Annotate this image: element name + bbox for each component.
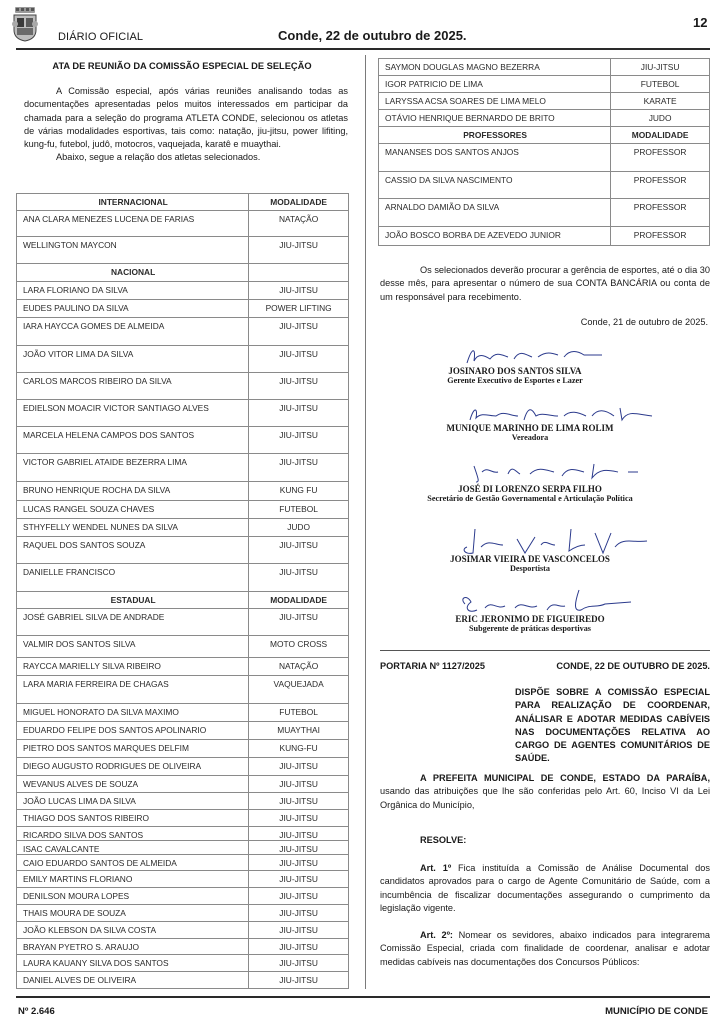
- athlete-name: CASSIO DA SILVA NASCIMENTO: [379, 172, 611, 199]
- header-rule: [16, 48, 710, 50]
- athletes-table-left: [16, 193, 349, 989]
- table-row: [379, 93, 710, 110]
- modality: VAQUEJADA: [249, 676, 349, 704]
- signatory-name: JOSIMAR VIEIRA DE VASCONCELOS: [450, 554, 610, 564]
- athlete-name: THIAGO DOS SANTOS RIBEIRO: [17, 810, 249, 827]
- athlete-name: DIEGO AUGUSTO RODRIGUES DE OLIVEIRA: [17, 758, 249, 776]
- modality: POWER LIFTING: [249, 300, 349, 318]
- athlete-name: ISAC CAVALCANTE: [17, 841, 249, 855]
- modality: JIU-JITSU: [249, 939, 349, 955]
- page-header: [0, 0, 724, 50]
- athlete-name: LAURA KAUANY SILVA DOS SANTOS: [17, 955, 249, 972]
- modality: JIU-JITSU: [249, 346, 349, 373]
- athlete-name: PIETRO DOS SANTOS MARQUES DELFIM: [17, 740, 249, 758]
- athlete-name: IARA HAYCCA GOMES DE ALMEIDA: [17, 318, 249, 346]
- modality: JIU-JITSU: [249, 537, 349, 564]
- athlete-name: ARNALDO DAMIÃO DA SILVA: [379, 199, 611, 227]
- athlete-name: JOÃO BOSCO BORBA DE AZEVEDO JUNIOR: [379, 227, 611, 246]
- table-row: [17, 810, 349, 827]
- table-row: [17, 537, 349, 564]
- signature-block-2: [420, 423, 640, 442]
- table-row: [17, 855, 349, 871]
- signature-scrawl-1: [462, 345, 612, 367]
- table-row: [17, 346, 349, 373]
- modality: FUTEBOL: [249, 501, 349, 519]
- table-row: [17, 905, 349, 922]
- modality: FUTEBOL: [249, 704, 349, 722]
- athlete-name: DANIEL ALVES DE OLIVEIRA: [17, 972, 249, 989]
- table-row: [17, 888, 349, 905]
- modality: JIU-JITSU: [249, 871, 349, 888]
- table-row: [17, 400, 349, 427]
- athlete-name: RICARDO SILVA DOS SANTOS: [17, 827, 249, 841]
- table-row: [17, 519, 349, 537]
- modality: JIU-JITSU: [611, 59, 710, 76]
- table-row: [17, 300, 349, 318]
- athlete-name: BRAYAN PYETRO S. ARAUJO: [17, 939, 249, 955]
- closing-paragraph: [380, 264, 710, 304]
- coat-of-arms-icon: [12, 6, 38, 42]
- athlete-name: LUCAS RANGEL SOUZA CHAVES: [17, 501, 249, 519]
- modality: PROFESSOR: [611, 144, 710, 172]
- modality: JIU-JITSU: [249, 855, 349, 871]
- signatory-role: Desportista: [509, 564, 551, 573]
- modality: KUNG FU: [249, 482, 349, 501]
- modality: JIU-JITSU: [249, 810, 349, 827]
- athlete-name: JOSÉ GABRIEL SILVA DE ANDRADE: [17, 609, 249, 636]
- athlete-name: RAYCCA MARIELLY SILVA RIBEIRO: [17, 658, 249, 676]
- table-row: [17, 922, 349, 939]
- athlete-name: JOÃO VITOR LIMA DA SILVA: [17, 346, 249, 373]
- table-row: [17, 793, 349, 810]
- table-row: [17, 740, 349, 758]
- modality: JIU-JITSU: [249, 841, 349, 855]
- athlete-name: EMILY MARTINS FLORIANO: [17, 871, 249, 888]
- edition-number: Nº 2.646: [18, 1006, 55, 1017]
- table-row: [17, 722, 349, 740]
- portaria-art2: [380, 929, 710, 969]
- athlete-name: VICTOR GABRIEL ATAIDE BEZERRA LIMA: [17, 454, 249, 482]
- athlete-name: JOÃO LUCAS LIMA DA SILVA: [17, 793, 249, 810]
- modality: JIU-JITSU: [249, 758, 349, 776]
- table-section-header: [17, 592, 349, 609]
- athlete-name: MANANSES DOS SANTOS ANJOS: [379, 144, 611, 172]
- portaria-ementa: DISPÕE SOBRE A COMISSÃO ESPECIAL PARA REALIZAÇÃO DE COORDENAR, ANÁLISAR E ADOTAR MEDIDAS CABÍVEIS NAS DOCUMENTAÇÕES RELATIVA AO CARGO DE AGENTES COMUNITÁRIOS DE SAÚDE.: [515, 687, 710, 764]
- signatory-role: Subgerente de práticas desportivas: [469, 624, 591, 633]
- ata-section: [16, 55, 348, 165]
- modality: PROFESSOR: [611, 172, 710, 199]
- modality: JUDO: [611, 110, 710, 127]
- modality: JIU-JITSU: [249, 609, 349, 636]
- modality: JIU-JITSU: [249, 454, 349, 482]
- table-row: [379, 227, 710, 246]
- table-row: [17, 454, 349, 482]
- ata-intro: [16, 85, 348, 151]
- table-section-header: [17, 264, 349, 282]
- preamble-authority: A PREFEITA MUNICIPAL DE CONDE, ESTADO DA PARAÍBA,: [420, 773, 710, 783]
- athlete-name: LARA FLORIANO DA SILVA: [17, 282, 249, 300]
- table-row: [17, 609, 349, 636]
- art1-text: Fica instituída a Comissão de Análise Documental dos candidatos aprovados para o cargo de Agente Comunitário de Saúde, com a incumbência de fiscalizar documentações assegurando o cumprimento da legislação vigente.: [380, 863, 710, 913]
- athlete-name: EDIELSON MOACIR VICTOR SANTIAGO ALVES: [17, 400, 249, 427]
- athlete-name: IGOR PATRICIO DE LIMA: [379, 76, 611, 93]
- athlete-name: EDUARDO FELIPE DOS SANTOS APOLINARIO: [17, 722, 249, 740]
- athlete-name: CAIO EDUARDO SANTOS DE ALMEIDA: [17, 855, 249, 871]
- portaria-preamble: [380, 772, 710, 812]
- athlete-name: EUDES PAULINO DA SILVA: [17, 300, 249, 318]
- table-row: [379, 144, 710, 172]
- table-row: [379, 59, 710, 76]
- column-header-modalidade: MODALIDADE: [249, 194, 349, 211]
- athlete-name: DANIELLE FRANCISCO: [17, 564, 249, 592]
- table-row: [17, 318, 349, 346]
- athlete-name: WEVANUS ALVES DE SOUZA: [17, 776, 249, 793]
- section-divider: [380, 650, 710, 651]
- modality: JUDO: [249, 519, 349, 537]
- table-row: [17, 704, 349, 722]
- modality: FUTEBOL: [611, 76, 710, 93]
- signature-block-4: [415, 554, 645, 573]
- signatory-name: JOSINARO DOS SANTOS SILVA: [448, 366, 582, 376]
- portaria-number: PORTARIA Nº 1127/2025: [380, 661, 485, 671]
- signatory-name: MUNIQUE MARINHO DE LIMA ROLIM: [446, 423, 614, 433]
- athlete-name: CARLOS MARCOS RIBEIRO DA SILVA: [17, 373, 249, 400]
- table-row: [17, 939, 349, 955]
- table-row: [17, 955, 349, 972]
- modality: JIU-JITSU: [249, 237, 349, 264]
- portaria-resolve: [380, 834, 710, 847]
- table-row: [17, 676, 349, 704]
- column-header-modalidade: MODALIDADE: [249, 592, 349, 609]
- municipality-name: MUNICÍPIO DE CONDE: [605, 1006, 708, 1017]
- athletes-table-right: [378, 58, 710, 246]
- table-row: [17, 427, 349, 454]
- table-row: [17, 636, 349, 658]
- modality: PROFESSOR: [611, 227, 710, 246]
- table-row: [17, 501, 349, 519]
- header-date: Conde, 22 de outubro de 2025.: [278, 28, 467, 43]
- table-row: [17, 972, 349, 989]
- modality: MOTO CROSS: [249, 636, 349, 658]
- table-row: [17, 482, 349, 501]
- signature-block-5: [420, 614, 640, 633]
- modality: JIU-JITSU: [249, 373, 349, 400]
- athlete-name: WELLINGTON MAYCON: [17, 237, 249, 264]
- art2-text: Nomear os sevidores, abaixo indicados para integrarema Comissão Especial, criada com finalidade de coordenar, analisar e adotar medidas cabíveis nas documentações dos Concursos Públicos:: [380, 930, 710, 967]
- signature-scrawl-3: [468, 460, 648, 484]
- ata-intro-text: A Comissão especial, após várias reuniões analisando todas as documentações apresentadas pelos muitos interessados em participar da chamada para a seleção do programa ATLETA CONDE, selecionou os atletas de várias modalidades esportivas, tais como: natação, jiu-jitsu, power lifiting, kung-fu, futebol, judô, motocros, vaquejada, karatê e muaythai.: [24, 86, 348, 150]
- table-row: [379, 199, 710, 227]
- athlete-name: JOÃO KLEBSON DA SILVA COSTA: [17, 922, 249, 939]
- section-label: PROFESSORES: [379, 127, 611, 144]
- ata-intro-2: Abaixo, segue a relação dos atletas selecionados.: [56, 152, 261, 163]
- section-label: INTERNACIONAL: [17, 194, 249, 211]
- signature-block-3: [385, 484, 675, 503]
- table-row: [17, 282, 349, 300]
- modality: JIU-JITSU: [249, 905, 349, 922]
- table-row: [379, 172, 710, 199]
- signatory-name: ERIC JERONIMO DE FIGUEIREDO: [455, 614, 605, 624]
- table-section-header: [17, 194, 349, 211]
- footer-rule: [16, 996, 710, 998]
- athlete-name: LARA MARIA FERREIRA DE CHAGAS: [17, 676, 249, 704]
- table-row: [17, 237, 349, 264]
- column-header-modalidade: MODALIDADE: [611, 127, 710, 144]
- table-row: [17, 871, 349, 888]
- modality: JIU-JITSU: [249, 776, 349, 793]
- athlete-name: BRUNO HENRIQUE ROCHA DA SILVA: [17, 482, 249, 501]
- table-row: [17, 658, 349, 676]
- modality: JIU-JITSU: [249, 972, 349, 989]
- modality: KARATE: [611, 93, 710, 110]
- athlete-name: RAQUEL DOS SANTOS SOUZA: [17, 537, 249, 564]
- signatory-role: Gerente Executivo de Esportes e Lazer: [447, 376, 583, 385]
- modality: JIU-JITSU: [249, 318, 349, 346]
- art1-label: Art. 1º: [420, 863, 452, 873]
- athlete-name: STHYFELLY WENDEL NUNES DA SILVA: [17, 519, 249, 537]
- athlete-name: VALMIR DOS SANTOS SILVA: [17, 636, 249, 658]
- modality: JIU-JITSU: [249, 400, 349, 427]
- modality: KUNG-FU: [249, 740, 349, 758]
- modality: JIU-JITSU: [249, 564, 349, 592]
- table-row: [17, 211, 349, 237]
- athlete-name: ANA CLARA MENEZES LUCENA DE FARIAS: [17, 211, 249, 237]
- column-divider: [365, 55, 366, 989]
- column-header-modalidade: [249, 264, 349, 282]
- page-number: 12: [693, 15, 708, 30]
- table-row: [17, 758, 349, 776]
- modality: JIU-JITSU: [249, 827, 349, 841]
- table-row: [17, 776, 349, 793]
- athlete-name: THAIS MOURA DE SOUZA: [17, 905, 249, 922]
- table-section-header: [379, 127, 710, 144]
- signatory-role: Vereadora: [511, 433, 549, 442]
- table-row: [17, 373, 349, 400]
- signatory-name: JOSÉ DI LORENZO SERPA FILHO: [458, 484, 602, 494]
- athlete-name: OTÁVIO HENRIQUE BERNARDO DE BRITO: [379, 110, 611, 127]
- athlete-name: DENILSON MOURA LOPES: [17, 888, 249, 905]
- preamble-text: usando das atribuições que lhe são conferidas pelo Art. 60, Inciso VI da Lei Orgânica do Município,: [380, 786, 710, 810]
- ata-title: ATA DE REUNIÃO DA COMISSÃO ESPECIAL DE SELEÇÃO: [52, 61, 312, 71]
- closing-text: Os selecionados deverão procurar a gerência de esportes, até o dia 30 desse mês, para apresentar o número de sua CONTA BANCÁRIA ou conta de um responsável para recebimento.: [380, 265, 710, 302]
- section-label: NACIONAL: [17, 264, 249, 282]
- modality: JIU-JITSU: [249, 888, 349, 905]
- signatory-role: Secretário de Gestão Governamental e Articulação Política: [427, 494, 633, 503]
- modality: NATAÇÃO: [249, 211, 349, 237]
- table-row: [17, 564, 349, 592]
- athlete-name: LARYSSA ACSA SOARES DE LIMA MELO: [379, 93, 611, 110]
- modality: JIU-JITSU: [249, 955, 349, 972]
- modality: JIU-JITSU: [249, 922, 349, 939]
- modality: PROFESSOR: [611, 199, 710, 227]
- modality: JIU-JITSU: [249, 282, 349, 300]
- publication-name: DIÁRIO OFICIAL: [58, 31, 144, 43]
- table-row: [17, 841, 349, 855]
- resolve-label: RESOLVE:: [420, 835, 467, 845]
- modality: MUAYTHAI: [249, 722, 349, 740]
- art2-label: Art. 2º:: [420, 930, 453, 940]
- portaria-date: CONDE, 22 DE OUTUBRO DE 2025.: [556, 661, 710, 671]
- signature-block-1: [400, 366, 630, 385]
- portaria-art1: [380, 862, 710, 915]
- modality: NATAÇÃO: [249, 658, 349, 676]
- table-row: [17, 827, 349, 841]
- place-date: Conde, 21 de outubro de 2025.: [580, 317, 708, 327]
- athlete-name: SAYMON DOUGLAS MAGNO BEZERRA: [379, 59, 611, 76]
- section-label: ESTADUAL: [17, 592, 249, 609]
- athlete-name: MARCELA HELENA CAMPOS DOS SANTOS: [17, 427, 249, 454]
- modality: JIU-JITSU: [249, 427, 349, 454]
- athlete-name: MIGUEL HONORATO DA SILVA MAXIMO: [17, 704, 249, 722]
- table-row: [379, 110, 710, 127]
- table-row: [379, 76, 710, 93]
- modality: JIU-JITSU: [249, 793, 349, 810]
